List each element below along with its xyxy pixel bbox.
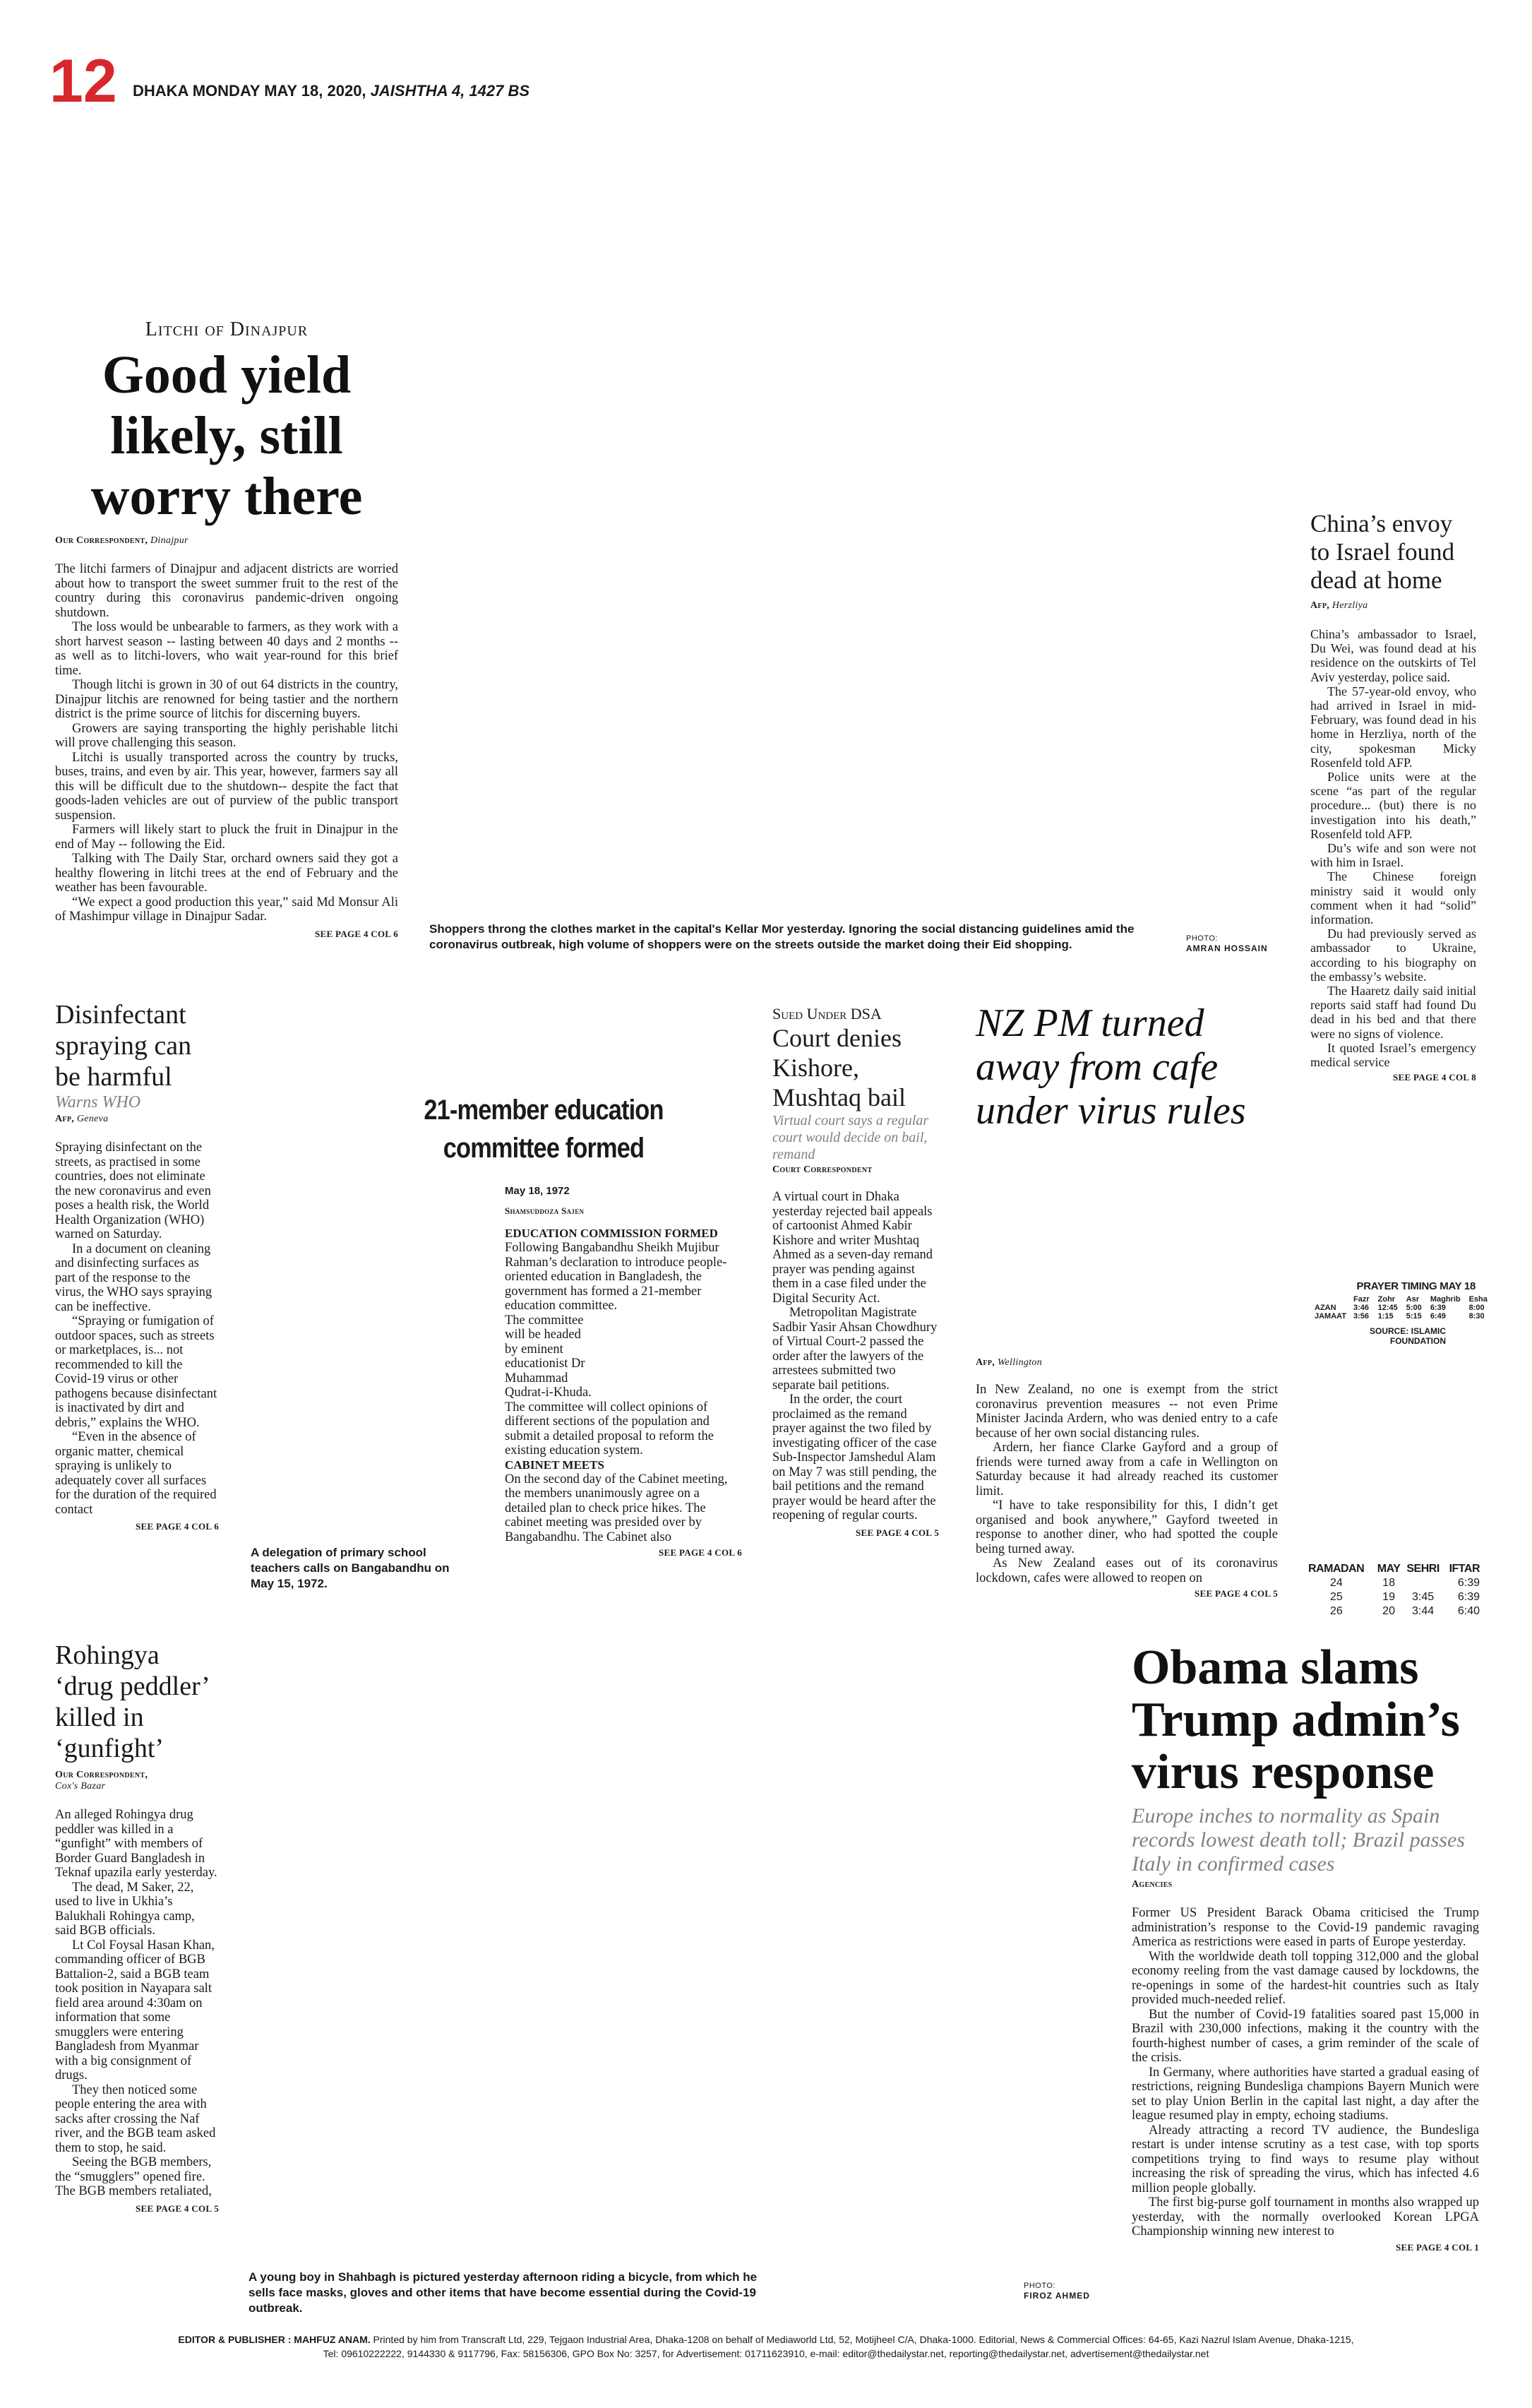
photo-credit-boy: [1024, 2281, 1123, 2301]
paragraph: In the order, the court proclaimed as the remand prayer against the two filed by investigating officer of the case Sub-Inspector Jamshedul Alam on May 7 was still pending, the bail petitions and the remand prayer would be heard after the reopening of regular courts.: [772, 1393, 937, 1522]
headline-line: NZ PM turned: [976, 1001, 1204, 1045]
story-disinfectant: [55, 999, 219, 1532]
paragraph: “Even in the absence of organic matter, chemical spraying is unlikely to adequately cover all surfaces for the duration of the required contact: [55, 1430, 217, 1517]
photo-caption-delegation: A delegation of primary school teachers calls on Bangabandhu on May 15, 1972.: [251, 1546, 450, 1590]
paragraph: Talking with The Daily Star, orchard owners said they got a healthy flowering in litchi trees at the end of February and the weather has been favourable.: [55, 852, 398, 895]
story-nz-pm: [976, 1001, 1279, 1133]
paragraph: The loss would be unbearable to farmers, as they work with a short harvest season -- lasting between 40 days and 2 months -- as well as to litchi-lovers, who wait year-round for this brief time.: [55, 620, 398, 678]
paragraph: The first big-purse golf tournament in months also wrapped up yesterday, with the normally overlooked Korean LPGA Championship winning new interest to: [1132, 2195, 1479, 2239]
table-cell: [1403, 1576, 1443, 1590]
paragraph: On the second day of the Cabinet meeting, the members unanimously agree on a detailed plan to check price hikes. The cabinet meeting was presided over by Bangabandhu. The Cabinet also: [505, 1472, 728, 1544]
table-cell: 3:45: [1412, 1591, 1435, 1603]
table-cell: 5:00: [1406, 1304, 1422, 1312]
paragraph: But the number of Covid-19 fatalities soared past 15,000 in Brazil with 230,000 infections, making it the country with the fourth-highest number of cases, a grim reminder of the scale of the crisis.: [1132, 2007, 1479, 2065]
paragraph: The litchi farmers of Dinajpur and adjacent districts are worried about how to transport the sweet summer fruit to the rest of the country during this coronavirus pandemic-driven ongoing shutdown.: [55, 562, 398, 620]
byline-author: Afp,: [976, 1357, 995, 1368]
jump-link[interactable]: SEE PAGE 4 COL 8: [1393, 1072, 1476, 1083]
paragraph: It quoted Israel’s emergency medical service: [1310, 1040, 1476, 1070]
table-cell: AZAN: [1315, 1304, 1336, 1312]
headline-line: committee formed: [443, 1133, 645, 1164]
table-header-row: [1312, 1295, 1492, 1304]
headline-line: Rohingya: [55, 1640, 160, 1670]
paragraph: Following Bangabandhu Sheikh Mujibur Rahman’s declaration to introduce people-oriented education in Bangladesh, the government has formed a 21-member education committee.: [505, 1241, 727, 1313]
headline-line: dead at home: [1310, 566, 1442, 594]
photo-caption-market: Shoppers throng the clothes market in the capital's Kellar Mor yesterday. Ignoring the social distancing guidelines amid the coronavirus outbreak, high volume of shoppers were on the streets outside the market doing their Eid shopping.: [429, 922, 1135, 951]
paragraph: The committee will collect opinions of different sections of the population and submit a detailed proposal to reform the existing education system.: [505, 1400, 714, 1458]
headline-line: worry there: [90, 467, 363, 526]
jump-link[interactable]: SEE PAGE 4 COL 6: [315, 928, 398, 939]
table-row: [1307, 1604, 1480, 1619]
jump-link[interactable]: SEE PAGE 4 COL 5: [856, 1527, 939, 1538]
headline-line: to Israel found: [1310, 538, 1455, 566]
paragraph: An alleged Rohingya drug peddler was killed in a “gunfight” with members of Border Guard Bangladesh in Teknaf upazila early yesterday.: [55, 1808, 217, 1880]
photo-credit-name: FIROZ AHMED: [1024, 2291, 1090, 2301]
table-cell: Maghrib: [1430, 1295, 1461, 1304]
photo-credit-label: PHOTO:: [1186, 934, 1218, 943]
dateline: May 18, 1972: [505, 1185, 570, 1197]
byline: Agencies: [1132, 1879, 1173, 1890]
headline-line: virus response: [1132, 1745, 1435, 1799]
headline-line: be harmful: [55, 1062, 172, 1092]
table-cell: 19: [1382, 1591, 1395, 1603]
headline-line: Obama slams: [1132, 1640, 1419, 1695]
paragraph: Du’s wife and son were not with him in Israel.: [1310, 841, 1476, 870]
headline: [1310, 510, 1476, 595]
story-rohingya: [55, 1640, 219, 2215]
headline-line: Disinfectant: [55, 1000, 186, 1030]
byline: [976, 1357, 1278, 1369]
byline: [1310, 600, 1476, 612]
photo-credit-label: PHOTO:: [1024, 2282, 1055, 2290]
headline-line: Trump admin’s: [1132, 1693, 1460, 1747]
story-litchi: [55, 318, 398, 940]
table-cell: 6:39: [1457, 1591, 1480, 1603]
prayer-table: [1312, 1295, 1492, 1321]
table-cell: 8:00: [1468, 1304, 1485, 1312]
paragraph: Du had previously served as ambassador to Ukraine, according to his biography on the embassy’s website.: [1310, 926, 1476, 984]
article-body: [55, 1140, 219, 1517]
article-body: [1310, 627, 1476, 1069]
paragraph: “I have to take responsibility for this, I didn’t get organised and book anywhere,” Gayford tweeted in response to another diner, who had spotted the couple being turned away.: [976, 1498, 1278, 1556]
prayer-timing-box: [1312, 1280, 1488, 1346]
story-china-envoy: [1310, 510, 1476, 1083]
deck: Warns WHO: [55, 1093, 141, 1111]
table-cell: 3:44: [1412, 1605, 1435, 1617]
table-cell: 25: [1330, 1591, 1343, 1603]
article-body: [55, 1808, 219, 2199]
paragraph: Spraying disinfectant on the streets, as practised in some countries, does not eliminate the new coronavirus and even poses a health risk, the World Health Organization (WHO) warned on Saturday.: [55, 1140, 211, 1241]
table-row: [1312, 1312, 1492, 1321]
paragraph: In Germany, where authorities have started a gradual easing of restrictions, reigning Bundesliga champions Bayern Munich were set to play Union Berlin in the capital last night, a day after the league resumed play in empty, echoing stadiums.: [1132, 2065, 1479, 2123]
byline-place: Wellington: [997, 1357, 1042, 1368]
paragraph: In New Zealand, no one is exempt from the strict coronavirus prevention measures -- not even Prime Minister Jacinda Ardern, who was denied entry to a cafe because of her own social distancing rules.: [976, 1383, 1278, 1441]
table-cell: 6:40: [1457, 1605, 1480, 1617]
jump-link[interactable]: SEE PAGE 4 COL 6: [136, 1521, 219, 1532]
headline-line: 21-member education: [424, 1095, 664, 1126]
paragraph: Metropolitan Magistrate Sadbir Yasir Ahsan Chowdhury of Virtual Court-2 passed the order after the lawyers of the arrestees submitted two separate bail petitions.: [772, 1306, 938, 1393]
paragraph: They then noticed some people entering the area with sacks after crossing the Naf river, and the BGB team asked them to stop, he said.: [55, 2082, 216, 2155]
headline-line: away from cafe: [976, 1045, 1219, 1089]
byline-author: Our Correspondent,: [55, 535, 148, 546]
byline-author: Our Correspondent,: [55, 1770, 148, 1780]
headline: [55, 1640, 219, 1764]
headline-line: under virus rules: [976, 1089, 1246, 1133]
headline-line: Mushtaq bail: [772, 1083, 906, 1111]
subhead: EDUCATION COMMISSION FORMED: [505, 1227, 718, 1240]
page-number: 12: [49, 47, 117, 115]
byline: Court Correspondent: [772, 1164, 873, 1175]
paragraph: In a document on cleaning and disinfecting surfaces as part of the response to the virus, the WHO says spraying can be ineffective.: [55, 1241, 213, 1314]
imprint-editor: EDITOR & PUBLISHER : MAHFUZ ANAM.: [178, 2334, 371, 2345]
paragraph: Qudrat-i-Khuda.: [505, 1385, 592, 1400]
ramadan-box: [1307, 1562, 1480, 1619]
table-row: [1312, 1304, 1492, 1312]
paragraph: The Haaretz daily said initial reports said staff had found Du dead in his bed and that there were no signs of violence.: [1310, 984, 1476, 1041]
table-cell: 5:15: [1406, 1312, 1422, 1321]
paragraph: Former US President Barack Obama criticised the Trump administration’s response to the Covid-19 pandemic ravaging America as restrictions were eased in parts of Europe yesterday.: [1132, 1906, 1479, 1949]
article-body: [505, 1472, 742, 1545]
date-line: [133, 82, 529, 100]
byline-author: Afp,: [55, 1114, 75, 1124]
headline-line: killed in: [55, 1703, 144, 1732]
headline-line: Court denies: [772, 1024, 902, 1052]
table-cell: 24: [1330, 1577, 1343, 1589]
education-body-column: [505, 1184, 742, 1558]
paragraph: “Spraying or fumigation of outdoor spaces, such as streets or marketplaces, is... not recommended to kill the Covid-19 virus or other pathogens because disinfectant is inactivated by dirt and debris,” explains the WHO.: [55, 1314, 217, 1430]
table-cell: 6:49: [1430, 1312, 1446, 1321]
table-header-row: [1307, 1562, 1480, 1576]
paragraph: Seeing the BGB members, the “smugglers” opened fire. The BGB members retaliated,: [55, 2155, 212, 2198]
photo-credit-market: [1186, 934, 1292, 954]
table-cell: Fazr: [1353, 1295, 1370, 1304]
table-cell: JAMAAT: [1315, 1312, 1347, 1321]
prayer-source: SOURCE: ISLAMIC FOUNDATION: [1370, 1326, 1446, 1346]
table-cell: 18: [1382, 1577, 1395, 1589]
headline: [55, 999, 219, 1092]
nz-pm-body-column: [976, 1357, 1278, 1599]
story-court: [772, 1005, 939, 1539]
table-cell: [1312, 1295, 1349, 1304]
subhead: CABINET MEETS: [505, 1458, 604, 1472]
paragraph: With the worldwide death toll topping 312,000 and the global economy reeling from the vast damage caused by lockdowns, the re-openings in some of the hardest-hit countries such as Italy provided much-needed relief.: [1132, 1949, 1479, 2007]
paragraph: Farmers will likely start to pluck the fruit in Dinajpur in the end of May -- following the Eid.: [55, 823, 398, 852]
paragraph: educationist Dr: [505, 1357, 585, 1371]
table-cell: Zohr: [1377, 1295, 1396, 1304]
table-cell: SEHRI: [1406, 1563, 1440, 1575]
table-cell: 3:56: [1353, 1312, 1370, 1321]
headline-line: spraying can: [55, 1031, 192, 1061]
table-row: [1307, 1576, 1480, 1590]
table-cell: IFTAR: [1449, 1563, 1480, 1575]
headline-line: ‘drug peddler’: [55, 1671, 210, 1701]
ramadan-table: [1307, 1562, 1480, 1619]
photo-caption-boy: A young boy in Shahbagh is pictured yesterday afternoon riding a bicycle, from which he sells face masks, gloves and other items that have become essential during the Covid-19 outbreak.: [249, 2270, 758, 2315]
article-body: [55, 562, 398, 924]
story-education: [353, 1091, 734, 1167]
jump-link[interactable]: SEE PAGE 4 COL 5: [1195, 1588, 1278, 1599]
paragraph: Ardern, her fiance Clarke Gayford and a group of friends were turned away from a cafe in Wellington on Saturday because it had already reached its customer limit.: [976, 1441, 1278, 1498]
paragraph: Police units were at the scene “as part of the regular procedure... (but) there is no investigation into his death,” Rosenfeld told AFP.: [1310, 770, 1476, 841]
table-cell: 20: [1382, 1605, 1395, 1617]
jump-link[interactable]: SEE PAGE 4 COL 5: [136, 2203, 219, 2214]
headline-line: Good yield: [102, 345, 352, 405]
paragraph: by eminent: [505, 1342, 563, 1357]
headline-line: China’s envoy: [1310, 510, 1453, 537]
article-body: [505, 1241, 742, 1458]
paragraph: Litchi is usually transported across the country by trucks, buses, trains, and even by air. This year, however, farmers say all this will be difficult due to the shutdown-- despite the fact that goods-laden vehicles are out of purview of the public transport suspension.: [55, 750, 398, 823]
paragraph: The 57-year-old envoy, who had arrived in Israel in mid-February, was found dead in his home in Herzliya, north of the city, spokesman Micky Rosenfeld told AFP.: [1310, 684, 1476, 770]
paragraph: China’s ambassador to Israel, Du Wei, was found dead at his residence on the outskirts of Tel Aviv yesterday, police said.: [1310, 627, 1476, 684]
headline: [380, 1091, 707, 1167]
byline-place: Cox's Bazar: [55, 1781, 106, 1792]
byline: [55, 1114, 219, 1125]
jump-link[interactable]: SEE PAGE 4 COL 6: [659, 1547, 742, 1558]
deck: Virtual court says a regular court would decide on bail, remand: [772, 1113, 929, 1162]
table-cell: 1:15: [1377, 1312, 1394, 1321]
table-cell: 26: [1330, 1605, 1343, 1617]
headline-line: likely, still: [110, 406, 343, 465]
story-obama: [1132, 1642, 1479, 2253]
headline: [1132, 1642, 1479, 1799]
paragraph: As New Zealand eases out of its coronavirus lockdown, cafes were allowed to reopen on: [976, 1556, 1278, 1585]
table-cell: Asr: [1406, 1295, 1420, 1304]
headline: [55, 345, 398, 527]
paragraph: Muhammad: [505, 1371, 568, 1385]
headline: [976, 1001, 1279, 1133]
table-cell: MAY: [1377, 1563, 1401, 1575]
paragraph: Though litchi is grown in 30 of out 64 districts in the country, Dinajpur litchis are renowned for being tastier and the northern district is the prime source of litchis for discerning buyers.: [55, 678, 398, 721]
byline: [55, 1770, 219, 1792]
table-cell: 3:46: [1353, 1304, 1370, 1312]
imprint-contact: Tel: 09610222222, 9144330 & 9117796, Fax: 58156306, GPO Box No: 3257, for Advertisement: 01711623910, e-mail: editor@thedailystar.net, reporting@thedailystar.net, advertisement@thedailystar.net: [323, 2348, 1209, 2359]
prayer-title: PRAYER TIMING MAY 18: [1356, 1280, 1476, 1292]
byline: [55, 535, 398, 547]
headline: [772, 1023, 939, 1112]
headline-line: ‘gunfight’: [55, 1734, 164, 1763]
article-body: [1132, 1906, 1479, 2239]
article-body: [772, 1190, 939, 1523]
byline-place: Dinajpur: [150, 535, 188, 546]
table-cell: 6:39: [1430, 1304, 1446, 1312]
table-row: [1307, 1590, 1480, 1604]
paragraph: Already attracting a record TV audience, the Bundesliga restart is under intense scrutiny as a test case, with top sports competitions trying to find ways to resume play without increasing the risk of spreading the virus, which has infected 4.6 million people globally.: [1132, 2123, 1479, 2195]
date-line-main: DHAKA MONDAY MAY 18, 2020,: [133, 82, 366, 100]
kicker: Sued Under DSA: [772, 1005, 882, 1023]
paragraph: The Chinese foreign ministry said it would only comment when it had “solid” information.: [1310, 869, 1476, 927]
table-cell: 8:30: [1468, 1312, 1485, 1321]
deck: Europe inches to normality as Spain records lowest death toll; Brazil passes Italy in confirmed cases: [1132, 1804, 1465, 1876]
masthead: [49, 49, 685, 113]
headline-line: Kishore,: [772, 1054, 859, 1082]
paragraph: A virtual court in Dhaka yesterday rejected bail appeals of cartoonist Ahmed Kabir Kishore and writer Mushtaq Ahmed as a seven-day remand prayer was pending against them in a case filed under the Digital Security Act.: [772, 1190, 933, 1306]
imprint-line: [42, 2332, 1490, 2347]
table-cell: RAMADAN: [1308, 1563, 1365, 1575]
paragraph: Growers are saying transporting the highly perishable litchi will prove challenging this season.: [55, 721, 398, 750]
paragraph: “We expect a good production this year,” said Md Monsur Ali of Mashimpur village in Dinajpur Sadar.: [55, 895, 398, 924]
byline-place: Herzliya: [1331, 600, 1368, 611]
byline: Shamsuddoza Sajen: [505, 1205, 585, 1216]
jump-link[interactable]: SEE PAGE 4 COL 1: [1396, 2241, 1479, 2253]
photo-credit-name: AMRAN HOSSAIN: [1186, 943, 1268, 953]
imprint-address: Printed by him from Transcraft Ltd, 229, Tejgaon Industrial Area, Dhaka-1208 on behalf of Mediaworld Ltd, 52, Motijheel C/A, Dhaka-1000. Editorial, News & Commercial Offices: 64-65, Kazi Nazrul Islam Avenue, Dhaka-1215,: [373, 2334, 1354, 2345]
byline-place: Geneva: [76, 1114, 109, 1124]
paragraph: The dead, M Saker, 22, used to live in Ukhia’s Balukhali Rohingya camp, said BGB officials.: [55, 1880, 195, 1938]
paragraph: Lt Col Foysal Hasan Khan, commanding officer of BGB Battalion-2, said a BGB team took position in Nayapara salt field area around 4:30am on information that some smugglers were entering Bangladesh from Myanmar with a big consignment of drugs.: [55, 1938, 215, 2082]
kicker: Litchi of Dinajpur: [145, 318, 309, 340]
footer-imprint: [42, 2332, 1490, 2361]
table-cell: Esha: [1468, 1295, 1488, 1304]
table-cell: 6:39: [1457, 1577, 1480, 1589]
table-cell: 12:45: [1377, 1304, 1398, 1312]
byline-author: Afp,: [1310, 600, 1330, 611]
article-body: [976, 1383, 1278, 1585]
paragraph: The committee: [505, 1313, 584, 1328]
paragraph: will be headed: [505, 1328, 581, 1342]
date-line-bangla: JAISHTHA 4, 1427 BS: [370, 82, 530, 100]
